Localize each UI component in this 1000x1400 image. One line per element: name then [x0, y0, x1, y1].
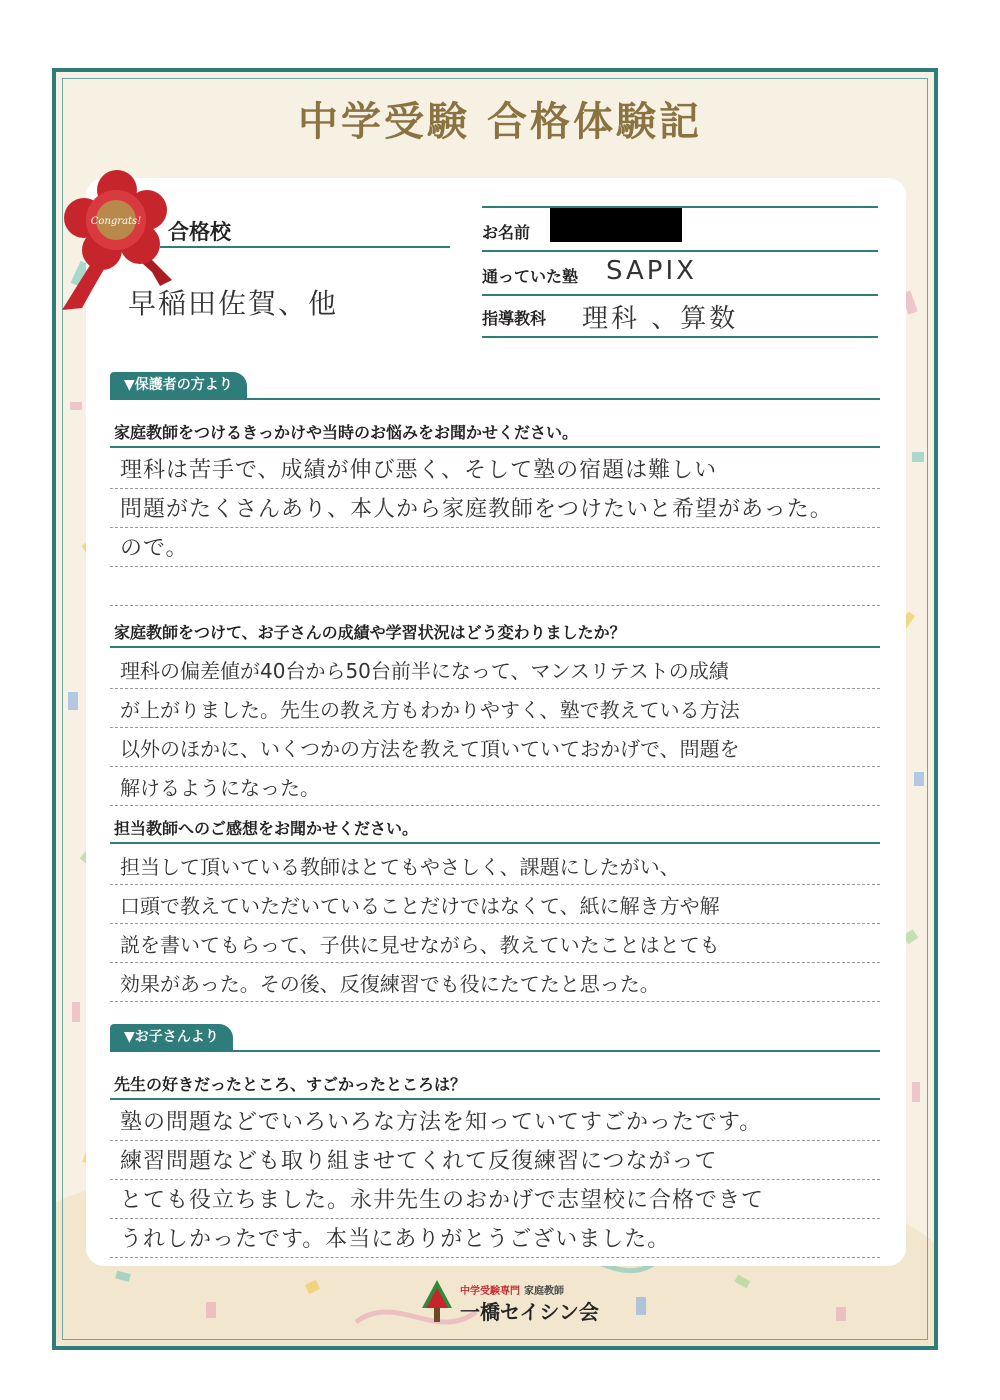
- answer-text: 効果があった。その後、反復練習でも役にたてたと思った。: [120, 972, 660, 996]
- parent-q3-question: 担当教師へのご感想をお聞かせください。: [114, 819, 419, 838]
- answer-line: [110, 567, 880, 606]
- brand-logo: [420, 1278, 620, 1328]
- logo-sub-red: 中学受験専門: [460, 1286, 520, 1297]
- answer-line: [110, 728, 880, 767]
- child-q1-rule: [110, 1098, 880, 1100]
- child-q1-answer: [110, 1102, 880, 1258]
- parent-q1-question: 家庭教師をつけるきっかけや当時のお悩みをお聞かせください。: [114, 423, 579, 442]
- tree-logo-icon: [420, 1278, 454, 1324]
- parent-q1-rule: [110, 446, 880, 448]
- parent-q3-rule: [110, 842, 880, 844]
- logo-name: 一橋セイシン会: [460, 1300, 599, 1324]
- logo-subtitle: [460, 1282, 564, 1297]
- answer-line: [110, 1219, 880, 1258]
- answer-text: が上がりました。先生の教え方もわかりやすく、塾で教えている方法: [120, 698, 740, 722]
- school-divider: [160, 246, 450, 248]
- child-section-tab: ▼お子さんより: [110, 1024, 233, 1050]
- child-q1-question: 先生の好きだったところ、すごかったところは？: [114, 1075, 467, 1094]
- answer-line: [110, 489, 880, 528]
- answer-line: [110, 885, 880, 924]
- answer-line: [110, 1102, 880, 1141]
- answer-text: 以外のほかに、いくつかの方法を教えて頂いていておかげで、問題を: [120, 737, 740, 761]
- answer-line: [110, 528, 880, 567]
- answer-text: 塾の問題などでいろいろな方法を知っていてすごかったです。: [120, 1110, 763, 1135]
- page-title: 中学受験 合格体験記: [298, 99, 702, 145]
- answer-text: 練習問題なども取り組ませてくれて反復練習につながって: [120, 1149, 718, 1174]
- parent-q1-answer: [110, 450, 880, 606]
- answer-text: うれしかったです。本当にありがとうございました。: [120, 1227, 671, 1252]
- parent-q2-question: 家庭教師をつけて、お子さんの成績や学習状況はどう変わりましたか？: [114, 623, 626, 642]
- answer-line: [110, 650, 880, 689]
- answer-text: ので。: [120, 536, 189, 561]
- parent-q2-answer: [110, 650, 880, 806]
- answer-text: 問題がたくさんあり、本人から家庭教師をつけたいと希望があった。: [120, 497, 833, 522]
- congrats-badge-text: Congrats!: [90, 216, 142, 227]
- juku-value: SAPIX: [606, 256, 697, 286]
- name-label: お名前: [482, 223, 531, 242]
- parent-section-tab: ▼保護者の方より: [110, 372, 247, 398]
- subject-rule: [482, 336, 878, 338]
- parent-q3-answer: [110, 846, 880, 1002]
- answer-line: [110, 767, 880, 806]
- school-value: 早稲田佐賀、他: [128, 287, 339, 320]
- subject-label: 指導教科: [482, 309, 547, 328]
- child-section-rule: [110, 1050, 880, 1052]
- juku-label: 通っていた塾: [482, 267, 579, 286]
- answer-line: [110, 450, 880, 489]
- name-row: [482, 212, 878, 252]
- answer-line: [110, 1141, 880, 1180]
- name-redaction: [550, 208, 682, 242]
- juku-rule: [482, 294, 878, 296]
- answer-text: とても役立ちました。永井先生のおかげで志望校に合格できて: [120, 1188, 765, 1213]
- juku-row: [482, 256, 878, 296]
- answer-text: 理科の偏差値が40台から50台前半になって、マンスリテストの成績: [120, 659, 729, 683]
- answer-line: [110, 689, 880, 728]
- subject-value: 理科 、算数: [582, 304, 739, 334]
- logo-sub-grey: 家庭教師: [524, 1286, 564, 1297]
- answer-line: [110, 963, 880, 1002]
- answer-line: [110, 1180, 880, 1219]
- answer-text: 担当して頂いている教師はとてもやさしく、課題にしたがい、: [120, 855, 680, 879]
- answer-text: 説を書いてもらって、子供に見せながら、教えていたことはとても: [120, 933, 720, 957]
- name-rule: [482, 250, 878, 252]
- parent-q2-rule: [110, 646, 880, 648]
- answer-line: [110, 924, 880, 963]
- answer-text: 口頭で教えていただいていることだけではなくて、紙に解き方や解: [120, 894, 720, 918]
- answer-line: [110, 846, 880, 885]
- answer-text: 理科は苦手で、成績が伸び悪く、そして塾の宿題は難しい: [120, 458, 718, 483]
- school-label: 合格校: [168, 220, 231, 244]
- subject-row: [482, 298, 878, 338]
- parent-section-rule: [110, 398, 880, 400]
- answer-text: 解けるようになった。: [120, 776, 320, 800]
